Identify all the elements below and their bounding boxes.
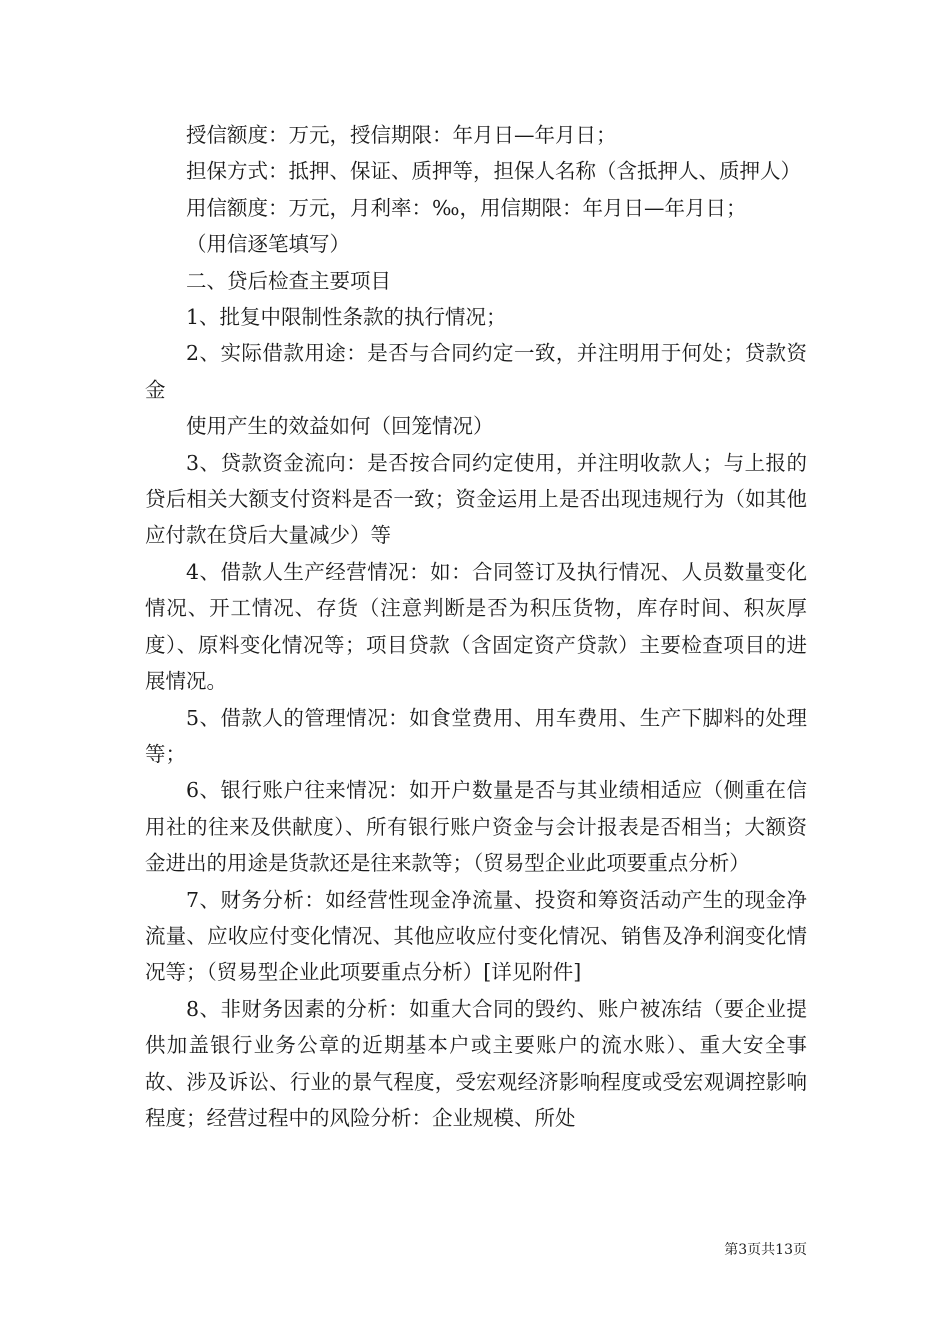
- paragraph-guarantee-method: 担保方式：抵押、保证、质押等，担保人名称（含抵押人、质押人）: [186, 159, 801, 184]
- paragraph-item-4: 4、借款人生产经营情况：如：合同签订及执行情况、人员数量变化情况、开工情况、存货（注意判断是否为积压货物，库存时间、积灰厚度）、原料变化情况等；项目贷款（含固定资产贷款）主要检查项目的进展情况。: [145, 559, 807, 694]
- paragraph-item-2: 2、实际借款用途：是否与合同约定一致，并注明用于何处；贷款资金: [145, 341, 807, 402]
- paragraph-item-8: 8、非财务因素的分析：如重大合同的毁约、账户被冻结（要企业提供加盖银行业务公章的近期基本户或主要账户的流水账）、重大安全事故、涉及诉讼、行业的景气程度，受宏观经济影响程度或受宏观调控影响程度；经营过程中的风险分析：企业规模、所处: [145, 996, 807, 1130]
- document-body: [145, 117, 807, 1136]
- page-number: 第3页共13页: [724, 1242, 807, 1258]
- paragraph-item-1: 1、批复中限制性条款的执行情况；: [186, 305, 507, 330]
- section-heading-inspection-items: 二、贷后检查主要项目: [186, 268, 391, 293]
- paragraph-usage-amount: 用信额度：万元，月利率：‰，用信期限：年月日—年月日；: [186, 195, 747, 220]
- paragraph-usage-note: （用信逐笔填写）: [186, 232, 350, 257]
- paragraph-item-5: 5、借款人的管理情况：如食堂费用、用车费用、生产下脚料的处理等；: [145, 705, 807, 766]
- paragraph-item-6: 6、银行账户往来情况：如开户数量是否与其业绩相适应（侧重在信用社的往来及供献度）、所有银行账户资金与会计报表是否相当；大额资金进出的用途是货款还是往来款等；（贸易型企业此项要重点分析）: [145, 778, 807, 876]
- paragraph-credit-amount: 授信额度：万元，授信期限：年月日—年月日；: [186, 123, 617, 147]
- paragraph-item-3: 3、贷款资金流向：是否按合同约定使用，并注明收款人；与上报的贷后相关大额支付资料是否一致；资金运用上是否出现违规行为（如其他应付款在贷后大量减少）等: [145, 450, 807, 548]
- paragraph-item-2-continued: 使用产生的效益如何（回笼情况）: [186, 414, 494, 439]
- paragraph-item-7: 7、财务分析：如经营性现金净流量、投资和筹资活动产生的现金净流量、应收应付变化情况、其他应收应付变化情况、销售及净利润变化情况等；（贸易型企业此项要重点分析）[详见附件]: [145, 887, 807, 985]
